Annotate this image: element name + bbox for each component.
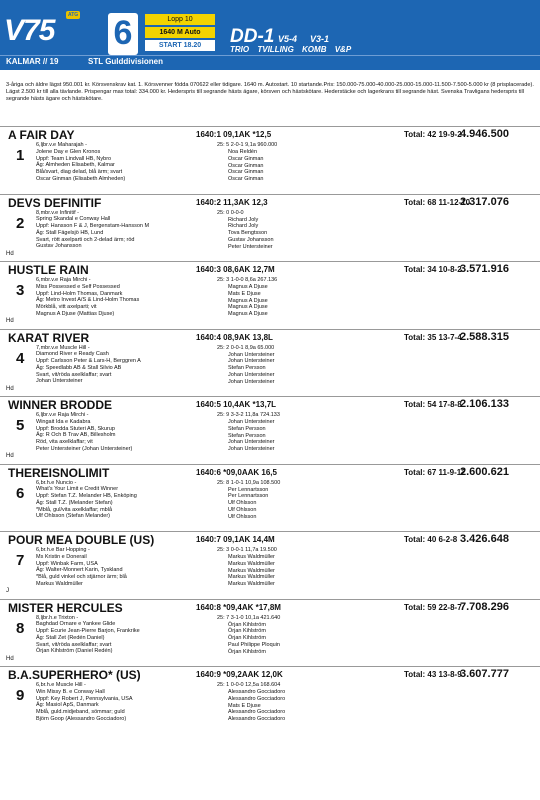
game-komb: KOMB xyxy=(302,45,327,54)
info-line: 6,br.h.e Bar Hopping - xyxy=(36,547,90,553)
driver-name: Per Lennartsson xyxy=(228,486,269,493)
horse-info xyxy=(36,412,132,453)
race-number: 6 xyxy=(113,14,133,52)
race-distance: 1640 M Auto xyxy=(145,27,215,38)
driver-name: Paul Philippe Ploquin xyxy=(228,641,280,648)
driver-name: Johan Untersteiner xyxy=(228,419,275,425)
v75-logo: V75 xyxy=(4,14,55,47)
horse-entry xyxy=(0,396,540,463)
info-line: Örjan Kihlström (Daniel Redén) xyxy=(36,648,113,655)
info-line: Uppf: Winbak Farm, USA xyxy=(36,560,98,567)
equipment-code: Hd xyxy=(6,318,14,324)
driver-name: Magnus A Djuse xyxy=(228,311,268,318)
season-stats: 25: 2 0-0-1 8,9a 65.000 xyxy=(217,344,275,351)
game-types xyxy=(230,45,357,54)
driver-name: Johan Untersteiner xyxy=(228,371,275,378)
v3-label: V3-1 xyxy=(310,34,330,44)
horse-entry xyxy=(0,599,540,666)
driver-list xyxy=(228,487,268,521)
total-earnings: 7.708.296 xyxy=(460,600,509,613)
driver-name: Tova Bengtsson xyxy=(228,230,268,237)
start-number: 1 xyxy=(16,147,25,164)
start-number: 5 xyxy=(16,417,25,434)
driver-name: Örjan Kihlström xyxy=(228,628,266,635)
horse-name: WINNER BRODDE xyxy=(8,398,112,412)
race-record: 1640:5 10,4AK *13,7L xyxy=(196,400,277,409)
equipment-code: Hd xyxy=(6,385,14,392)
horse-entry xyxy=(0,126,540,193)
info-line: Äg: Stall T.Z. (Melander Stefan) xyxy=(36,499,113,506)
driver-list xyxy=(228,622,280,656)
info-line: Uppf: Stefan T.Z. Melander HB, Enköping xyxy=(36,493,137,500)
start-number: 7 xyxy=(16,552,25,569)
horse-info xyxy=(36,210,149,251)
total-earnings: 2.317.076 xyxy=(460,195,509,208)
info-line: Wingait Ida e Kadabra xyxy=(36,418,91,425)
total-record: Total: 43 13-8-9 xyxy=(404,670,462,679)
horse-entry xyxy=(0,194,540,261)
info-line: Win Missy B. e Conway Hall xyxy=(36,688,105,695)
driver-name: Stefan Persson xyxy=(228,432,266,439)
driver-name: Peter Untersteiner xyxy=(228,243,273,250)
total-record: Total: 34 10-8-2 xyxy=(404,265,462,274)
info-line: Svart, rött axelparti och 2-delad ärm; röd xyxy=(36,236,135,243)
info-line: Ulf Ohlsson (Stefan Melander) xyxy=(36,513,110,520)
horse-info xyxy=(36,277,139,318)
horse-name: THEREISNOLIMIT xyxy=(8,465,110,480)
driver-name: Stefan Persson xyxy=(228,365,266,372)
info-line: Ms Kristin e Donerail xyxy=(36,553,87,560)
race-record: 1640:2 11,3AK 12,3 xyxy=(196,197,268,207)
driver-name: Örjan Kihlström xyxy=(228,648,266,655)
info-line: Äg: Almheden Elisabeth, Kalmar xyxy=(36,162,115,169)
season-stats: 25: 1 0-0-0 12,5a 168.604 xyxy=(217,682,281,688)
total-record: Total: 68 11-12-10 xyxy=(404,197,471,207)
info-line: Uppf: Team Lindvall HB, Nybro xyxy=(36,155,112,162)
total-earnings: 2.588.315 xyxy=(460,330,509,343)
horse-info xyxy=(36,345,141,386)
info-line: Uppf: Hansson F & J, Bergenstam-Hansson M xyxy=(36,223,150,230)
driver-name: Per Lennartsson xyxy=(228,493,269,500)
start-number: 4 xyxy=(16,349,25,367)
info-line: Björn Goop (Alessandro Gocciadoro) xyxy=(36,715,127,722)
dd-label: DD-1 xyxy=(230,26,275,47)
info-line: Markus Waldmüller xyxy=(36,580,83,587)
driver-name: Örjan Kihlström xyxy=(228,635,266,642)
info-line: Miss Possessed e Self Possessed xyxy=(36,283,120,290)
driver-list xyxy=(228,284,268,318)
driver-name: Alessandro Gocciadoro xyxy=(228,709,286,716)
total-record: Total: 42 19-9-2 xyxy=(404,130,462,139)
info-line: Svart, vit/röda axelklaffar; svart xyxy=(36,371,112,378)
info-line: Mblå, guld.midjeband, sömmar; guld xyxy=(36,709,125,716)
equipment-code: Hd xyxy=(6,453,14,459)
season-stats: 25: 3 0-0-1 11,7a 19.500 xyxy=(217,547,277,553)
info-line: Mörkblå, vitt axelparti; vit xyxy=(36,304,97,311)
driver-name: Johan Untersteiner xyxy=(228,446,275,453)
info-line: Spring Skandal e Conway Hall xyxy=(36,216,111,223)
driver-list xyxy=(228,352,274,386)
driver-name: Johan Untersteiner xyxy=(228,439,275,446)
info-line: Uppf: Lind-Holm Thomas, Danmark xyxy=(36,290,123,297)
info-line: Äg: Walter-Monnert Karin, Tyskland xyxy=(36,567,123,574)
info-line: Johan Untersteiner xyxy=(36,378,83,385)
season-stats: 25: 5 2-0-1 9,1a 960.000 xyxy=(217,142,278,148)
driver-name: Richard Joly xyxy=(228,223,259,230)
race-record: 1640:8 *09,4AK *17,8M xyxy=(196,602,281,612)
season-stats: 25: 8 1-0-1 10,9a 108.500 xyxy=(217,479,281,486)
horse-name: A FAIR DAY xyxy=(8,128,75,142)
driver-name: Markus Waldmüller xyxy=(228,574,275,581)
info-line: 8,ljbr.h.e Trixton - xyxy=(36,614,79,621)
info-line: Blå/svart, diag delad, blå ärm; svart xyxy=(36,169,123,176)
race-record: 1640:4 08,9AK 13,8L xyxy=(196,332,273,342)
info-line: What's Your Limit e Credit Winner xyxy=(36,486,119,493)
info-line: 6,ljbr.v.e Raja Mirchi - xyxy=(36,412,89,418)
info-line: 8,mbr.v.e Infinitif - xyxy=(36,209,79,216)
game-tvilling: TVILLING xyxy=(257,45,294,54)
race-record: 1640:9 *09,2AAK 12,0K xyxy=(196,670,283,679)
info-line: Baghdad Ornare e Yankee Glide xyxy=(36,621,116,628)
info-line: Uppf: Key Robert J, Pennsylvania, USA xyxy=(36,695,133,702)
season-stats: 25: 3 1-0-0 8,6a 267.136 xyxy=(217,277,278,283)
season-stats: 25: 9 3-3-2 11,8a 724.133 xyxy=(217,412,280,418)
race-record: 1640:6 *09,0AAK 16,5 xyxy=(196,467,277,477)
info-line: Oscar Ginman (Elisabeth Almheden) xyxy=(36,175,126,182)
driver-list xyxy=(228,689,285,723)
info-line: Äg: Masiol ApS, Danmark xyxy=(36,702,99,709)
logo-badge: ATG xyxy=(68,12,79,18)
race-record: 1640:7 09,1AK 14,4M xyxy=(196,535,275,544)
driver-list xyxy=(228,149,263,183)
driver-name: Oscar Ginman xyxy=(228,155,264,162)
info-line: 6,mbr.v.e Raja Mirchi - xyxy=(36,277,91,283)
info-line: Magnus A Djuse (Mattias Djuse) xyxy=(36,310,115,317)
driver-list xyxy=(228,217,274,251)
start-time: START 18.20 xyxy=(145,40,215,51)
total-earnings: 3.426.648 xyxy=(460,533,509,545)
horse-info xyxy=(36,682,133,723)
horse-name: MISTER HERCULES xyxy=(8,600,123,615)
info-line: 6,br.h.e Nuncio - xyxy=(36,479,77,486)
driver-name: Ulf Ohlsson xyxy=(228,513,257,520)
total-record: Total: 54 17-8-8 xyxy=(404,400,462,409)
info-line: Gustav Johansson xyxy=(36,243,82,250)
info-line: Äg: Stall Fägelsjö HB, Lund xyxy=(36,229,104,236)
horse-info xyxy=(36,547,127,588)
track-label: KALMAR // 19 xyxy=(6,57,59,66)
info-line: Diamond River e Ready Cash xyxy=(36,351,109,358)
info-line: Uppf: Ecurie Jean-Pierre Barjon, Frankrike xyxy=(36,628,140,635)
driver-name: Johan Untersteiner xyxy=(228,358,275,365)
start-number: 9 xyxy=(16,687,25,704)
driver-name: Ulf Ohlsson xyxy=(228,506,257,513)
driver-name: Noa Reldén xyxy=(228,149,258,155)
horse-name: HUSTLE RAIN xyxy=(8,263,89,277)
driver-list xyxy=(228,419,274,453)
horse-name: KARAT RIVER xyxy=(8,330,90,345)
horse-name: POUR MEA DOUBLE (US) xyxy=(8,533,155,547)
start-number: 2 xyxy=(16,214,25,232)
driver-name: Oscar Ginman xyxy=(228,169,264,176)
info-line: Jolene Day e Glen Kronos xyxy=(36,148,101,155)
driver-name: Gustav Johansson xyxy=(228,236,274,243)
total-earnings: 2.106.133 xyxy=(460,398,509,410)
driver-name: Alessandro Gocciadoro xyxy=(228,695,286,702)
horse-info xyxy=(36,142,125,183)
start-number: 3 xyxy=(16,282,25,299)
info-line: Äg: R Och B Trav AB, Billesholm xyxy=(36,432,116,439)
season-stats: 25: 0 0-0-0 xyxy=(217,209,244,216)
horse-name: B.A.SUPERHERO* (US) xyxy=(8,668,141,682)
driver-name: Markus Waldmüller xyxy=(228,554,275,560)
total-record: Total: 59 22-8-7 xyxy=(404,602,462,612)
driver-name: Oscar Ginman xyxy=(228,176,264,183)
info-line: *Mblå, gul/vita axelklaffar; mblå xyxy=(36,506,113,513)
info-line: Äg: Metro Invest A/S & Lind-Holm Thomas xyxy=(36,297,140,304)
total-earnings: 4.946.500 xyxy=(460,128,509,140)
driver-name: Magnus A Djuse xyxy=(228,304,268,311)
info-line: 7,mbr.v.e Muscle Hill - xyxy=(36,344,90,351)
horse-entry xyxy=(0,329,540,396)
info-line: Äg: Speedlabb AB & Stall Silvio AB xyxy=(36,364,122,371)
driver-name: Alessandro Gocciadoro xyxy=(228,689,286,695)
driver-name: Johan Untersteiner xyxy=(228,378,275,385)
info-line: Svart, vit/röda axelklaffar; svart xyxy=(36,641,112,648)
driver-list xyxy=(228,554,275,588)
driver-name: Markus Waldmüller xyxy=(228,560,275,567)
total-record: Total: 35 13-7-4 xyxy=(404,332,462,342)
total-record: Total: 40 6-2-8 xyxy=(404,535,458,544)
driver-name: Johan Untersteiner xyxy=(228,351,275,358)
driver-name: Mats E Djuse xyxy=(228,702,261,709)
equipment-code: Hd xyxy=(6,250,14,257)
start-number: 8 xyxy=(16,619,25,637)
race-record: 1640:1 09,1AK *12,5 xyxy=(196,130,272,139)
total-earnings: 3.607.777 xyxy=(460,668,509,680)
horse-info xyxy=(36,480,137,521)
race-record: 1640:3 08,6AK 12,7M xyxy=(196,265,275,274)
driver-name: Mats E Djuse xyxy=(228,290,261,297)
info-line: Uppf: Brodda Stuteri AB, Skurup xyxy=(36,425,115,432)
subheader-bar xyxy=(0,55,540,70)
equipment-code: J xyxy=(6,588,9,594)
info-line: Äg: Stall Zet (Redén Daniel) xyxy=(36,634,105,641)
start-number: 6 xyxy=(16,484,25,502)
division-label: STL Gulddivisionen xyxy=(88,57,163,66)
driver-name: Magnus A Djuse xyxy=(228,284,268,290)
equipment-code: Hd xyxy=(6,655,14,662)
horse-entry xyxy=(0,531,540,598)
driver-name: Magnus A Djuse xyxy=(228,297,268,304)
lopp-label: Lopp 10 xyxy=(145,14,215,25)
total-record: Total: 67 11-9-12 xyxy=(404,467,466,477)
driver-name: Oscar Ginman xyxy=(228,162,264,169)
info-line: Peter Untersteiner (Johan Untersteiner) xyxy=(36,445,133,452)
horse-entry xyxy=(0,261,540,328)
horse-info xyxy=(36,615,140,656)
game-trio: TRIO xyxy=(230,45,250,54)
driver-name: Richard Joly xyxy=(228,216,259,223)
horse-name: DEVS DEFINITIF xyxy=(8,195,102,210)
race-conditions: 3-åriga och äldre lägst 950.001 kr. Körsvenskrav kat. 1. Körsvenner födda 070622 eller tidigare. 1640 m. Autostart. 10 startande.Pris: 150.000-75.000-40.000-25.000-15.000-11.500-7.500-5.000 kr (8 prisplacerade). Lägst 2.500 kr till alla tävlande. Prispengar max total: 334.000 kr. Hederspris till segrande hästs ägare, körsven och hästskötare. Hederstäcke och lagerkrans till segrande häst. Svenska Travligans hederspris till segrande hästs ägare och hästskötare. xyxy=(6,82,534,102)
horse-entry xyxy=(0,464,540,531)
total-earnings: 2.600.621 xyxy=(460,465,509,478)
info-line: Röd, vita axelklaffar; vit xyxy=(36,439,93,446)
info-line: 6,ljbr.v.e Maharajah - xyxy=(36,142,87,148)
horse-entry xyxy=(0,666,540,733)
season-stats: 25: 7 3-1-0 10,1a 421.640 xyxy=(217,614,281,621)
driver-name: Stefan Persson xyxy=(228,425,266,432)
game-vp: V&P xyxy=(334,45,352,54)
info-line: Uppf: Carlsson Peter & Lars-H, Berggren A xyxy=(36,358,141,365)
driver-name: Markus Waldmüller xyxy=(228,567,275,574)
driver-name: Ulf Ohlsson xyxy=(228,500,257,507)
driver-name: Markus Waldmüller xyxy=(228,581,275,588)
v5-label: V5-4 xyxy=(278,34,298,44)
driver-name: Örjan Kihlström xyxy=(228,621,266,628)
driver-name: Alessandro Gocciadoro xyxy=(228,716,286,723)
info-line: 6,br.h.e Muscle Hill - xyxy=(36,682,86,688)
info-line: *Blå, guld vinkel och stjärnor ärm; blå xyxy=(36,574,127,581)
total-earnings: 3.571.916 xyxy=(460,263,509,275)
